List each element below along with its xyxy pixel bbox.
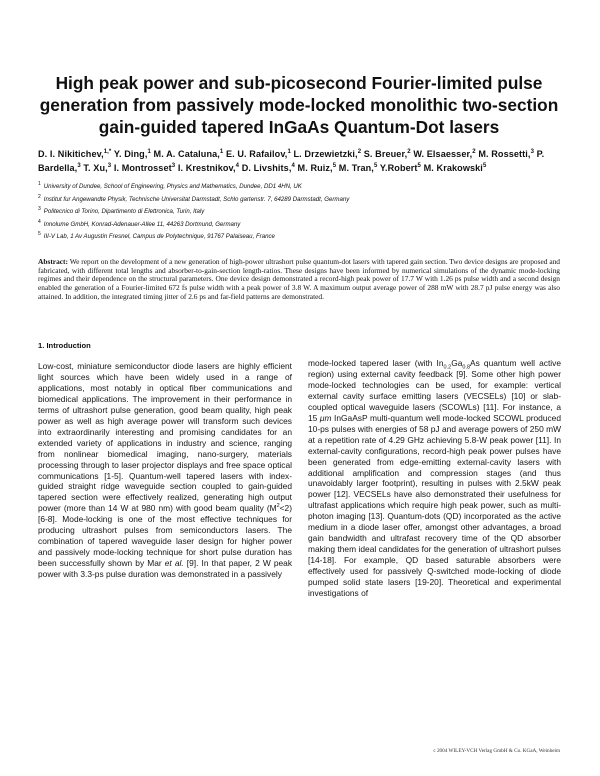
affiliation bbox=[38, 208, 560, 216]
affiliation-text: Innolume GmbH, Konrad-Adenauer-Allee 11, 44263 Dortmund, Germany bbox=[43, 220, 241, 228]
abstract-text: We report on the development of a new generation of high-power ultrashort pulse quantum-dot lasers with tapered gain section. Two device designs are proposed and fabricated, with different total lengths and absorber-to-gain-section length-ratios. These designs have been informed by numerical simulations of the dynamic mode-locking regimes and their dependence on the structural parameters. One device design demonstrated a record-high peak power of 17.7 W with 1.26 ps pulse width and a second design enabled the generation of a Fourier-limited 672 fs pulse width with a peak power of 3.8 W. A maximum output average power of 288 mW with 28.7 pJ pulse energy was also attained. In addition, the integrated timing jitter of 2.6 ps and far-field patterns are demonstrated. bbox=[38, 257, 560, 301]
author: E. U. Rafailov, bbox=[225, 149, 288, 159]
author: Y.Robert bbox=[379, 162, 418, 173]
author-affiliation-mark: 2 bbox=[407, 148, 411, 155]
affiliation bbox=[38, 193, 560, 204]
author-affiliation-mark: 5 bbox=[482, 162, 487, 169]
body-text: [9]. In that paper, 2 W peak power with 3.3-ps pulse duration was demonstrated in a passively bbox=[38, 558, 293, 580]
affiliation-text: III-V Lab, 1 Av Augustin Fresnel, Campus de Polytechnique, 91767 Palaiseau, France bbox=[43, 233, 275, 241]
body-column-right bbox=[308, 358, 561, 599]
italic-text: et al. bbox=[164, 558, 184, 569]
author-affiliation-mark: 2 bbox=[472, 148, 476, 155]
paragraph bbox=[308, 358, 561, 599]
abstract bbox=[38, 258, 560, 302]
italic-text: μm bbox=[319, 412, 332, 423]
paragraph bbox=[38, 361, 292, 580]
author-affiliation-mark: 1 bbox=[219, 148, 224, 155]
author-list bbox=[38, 148, 560, 175]
author: S. Breuer, bbox=[363, 149, 408, 159]
paper-title: High peak power and sub-picosecond Fourier-limited pulse generation from passively mode-locked monolithic two-section gain-guided tapered InGaAs Quantum-Dot lasers bbox=[39, 73, 559, 137]
author-affiliation-mark: 5 bbox=[332, 162, 337, 169]
body-text: Ga bbox=[451, 358, 463, 368]
affiliation-number: 3 bbox=[38, 206, 41, 213]
author: D. I. Nikitichev, bbox=[38, 149, 104, 159]
superscript: 2 bbox=[276, 503, 280, 510]
affiliation bbox=[38, 218, 560, 229]
affiliation bbox=[38, 180, 560, 191]
author: I. Montrosset bbox=[113, 162, 172, 173]
body-text: As quantum well active region) using external cavity feedback [9]. Some other high power mode-locked technologies can be used, for example: vertical external cavity surface emitting lasers (VECSELs) [10] or slab-coupled optical waveguide lasers (SCOWLs) [11]. For instance, a 15 bbox=[308, 358, 561, 423]
author: T. Xu, bbox=[83, 162, 108, 173]
subscript: 0.8 bbox=[462, 364, 471, 371]
affiliation-list bbox=[38, 180, 560, 246]
abstract-label: Abstract: bbox=[38, 257, 68, 266]
affiliation-number: 5 bbox=[38, 231, 41, 238]
author-affiliation-mark: 3 bbox=[107, 162, 112, 169]
author-affiliation-mark: 3 bbox=[530, 148, 534, 155]
author-affiliation-mark: 3 bbox=[77, 162, 81, 169]
author: M. Tran, bbox=[338, 162, 374, 173]
section-heading: 1. Introduction bbox=[38, 341, 91, 350]
author-affiliation-mark: 1,* bbox=[103, 148, 112, 155]
author-affiliation-mark: 4 bbox=[235, 162, 240, 169]
affiliation-text: Politecnico di Torino, Dipartimento di Elettronica, Turin, Italy bbox=[43, 208, 205, 216]
affiliation-number: 1 bbox=[38, 180, 41, 187]
body-text: <2) [6-8]. Mode-locking is one of the most effective techniques for producing ultrashort pulses from semiconductors lasers. The combination of tapered waveguide laser design for higher power and passively mode-locking technique for short pulse duration has been successfully shown by Mar bbox=[38, 503, 292, 569]
author-affiliation-mark: 1 bbox=[287, 148, 291, 155]
affiliation-number: 2 bbox=[38, 193, 41, 200]
subscript: 0.2 bbox=[443, 364, 452, 371]
author: I. Krestnikov, bbox=[177, 162, 236, 173]
body-text: Low-cost, miniature semiconductor diode lasers are highly efficient light sources which have been widely used in a range of applications, most notably in optical fiber communications and biomedical applications. The improvement in their performance in terms of ultrashort pulse generation, good beam quality, high peak power as well as high average power will transform such devices into extraordinarily interesting and promising candidates for an extended variety of applications in industry and science, ranging from nonlinear biomedical imaging, nano-surgery, materials processing through to laser projector displays and free space optical communications [1-5]. Quantum-well tapered lasers with index-guided straight ridge waveguide section coupled to gain-guided tapered section were effectively realized, generating high output power (more than 14 W at 980 nm) with good beam quality (M bbox=[38, 361, 292, 514]
copyright-footer: c 2004 WILEY-VCH Verlag GmbH & Co. KGaA, Weinheim bbox=[433, 748, 560, 754]
body-column-left bbox=[38, 361, 292, 580]
author: M. A. Cataluna, bbox=[153, 149, 220, 159]
author: P. Bardella, bbox=[38, 149, 545, 173]
author-affiliation-mark: 1 bbox=[147, 148, 151, 155]
author: Y. Ding, bbox=[113, 149, 148, 159]
affiliation-text: Institut fur Angewandte Physik, Technische Universitat Darmstadt, Schlo gartenstr. 7, 64289 Darmstadt, Germany bbox=[43, 195, 350, 203]
author: D. Livshits, bbox=[241, 162, 292, 173]
author-affiliation-mark: 5 bbox=[417, 162, 421, 169]
author: W. Elsaesser, bbox=[413, 149, 473, 159]
affiliation bbox=[38, 233, 560, 241]
body-text: InGaAsP multi-quantum well mode-locked SCOWL produced 10-ps pulses with energies of 58 pJ and average powers of 250 mW at a repetition rate of 4.29 GHz achieving 5.8-W peak power [11]. In external-cavity configurations, record-high peak power pulses have been generated from edge-emitting external-cavity lasers with additional amplification and compression stages (and thus unavoidably larger footprint), resulting in pulses with 2.5kW peak power [12]. VECSELs have also demonstrated their usefulness for ultrafast applications which require high peak power, such as multi-photon imaging [13]. Quantum-dots (QD) incorporated as the active medium in a diode laser offer, amongst other advantages, a broad gain bandwidth and ultrafast recovery time of the QD absorber making them ideal candidates for the generation of ultrashort pulses [14-18]. For example, QD based saturable absorbers were effectively used for passively Q-switched mode-locking of diode pumped solid state lasers [19-20]. Theoretical and experimental investigations of bbox=[308, 412, 561, 599]
author: M. Ruiz, bbox=[297, 162, 333, 173]
author-affiliation-mark: 3 bbox=[171, 162, 176, 169]
affiliation-text: University of Dundee, School of Engineering, Physics and Mathematics, Dundee, DD1 4HN, UK bbox=[43, 183, 302, 190]
author-affiliation-mark: 2 bbox=[357, 148, 362, 155]
author-affiliation-mark: 5 bbox=[373, 162, 378, 169]
body-text: mode-locked tapered laser (with In bbox=[308, 358, 444, 368]
author: M. Rossetti, bbox=[478, 149, 531, 159]
author: M. Krakowski bbox=[423, 162, 483, 173]
affiliation-number: 4 bbox=[38, 218, 41, 225]
author-affiliation-mark: 4 bbox=[291, 162, 295, 169]
author: L. Drzewietzki, bbox=[293, 149, 358, 159]
